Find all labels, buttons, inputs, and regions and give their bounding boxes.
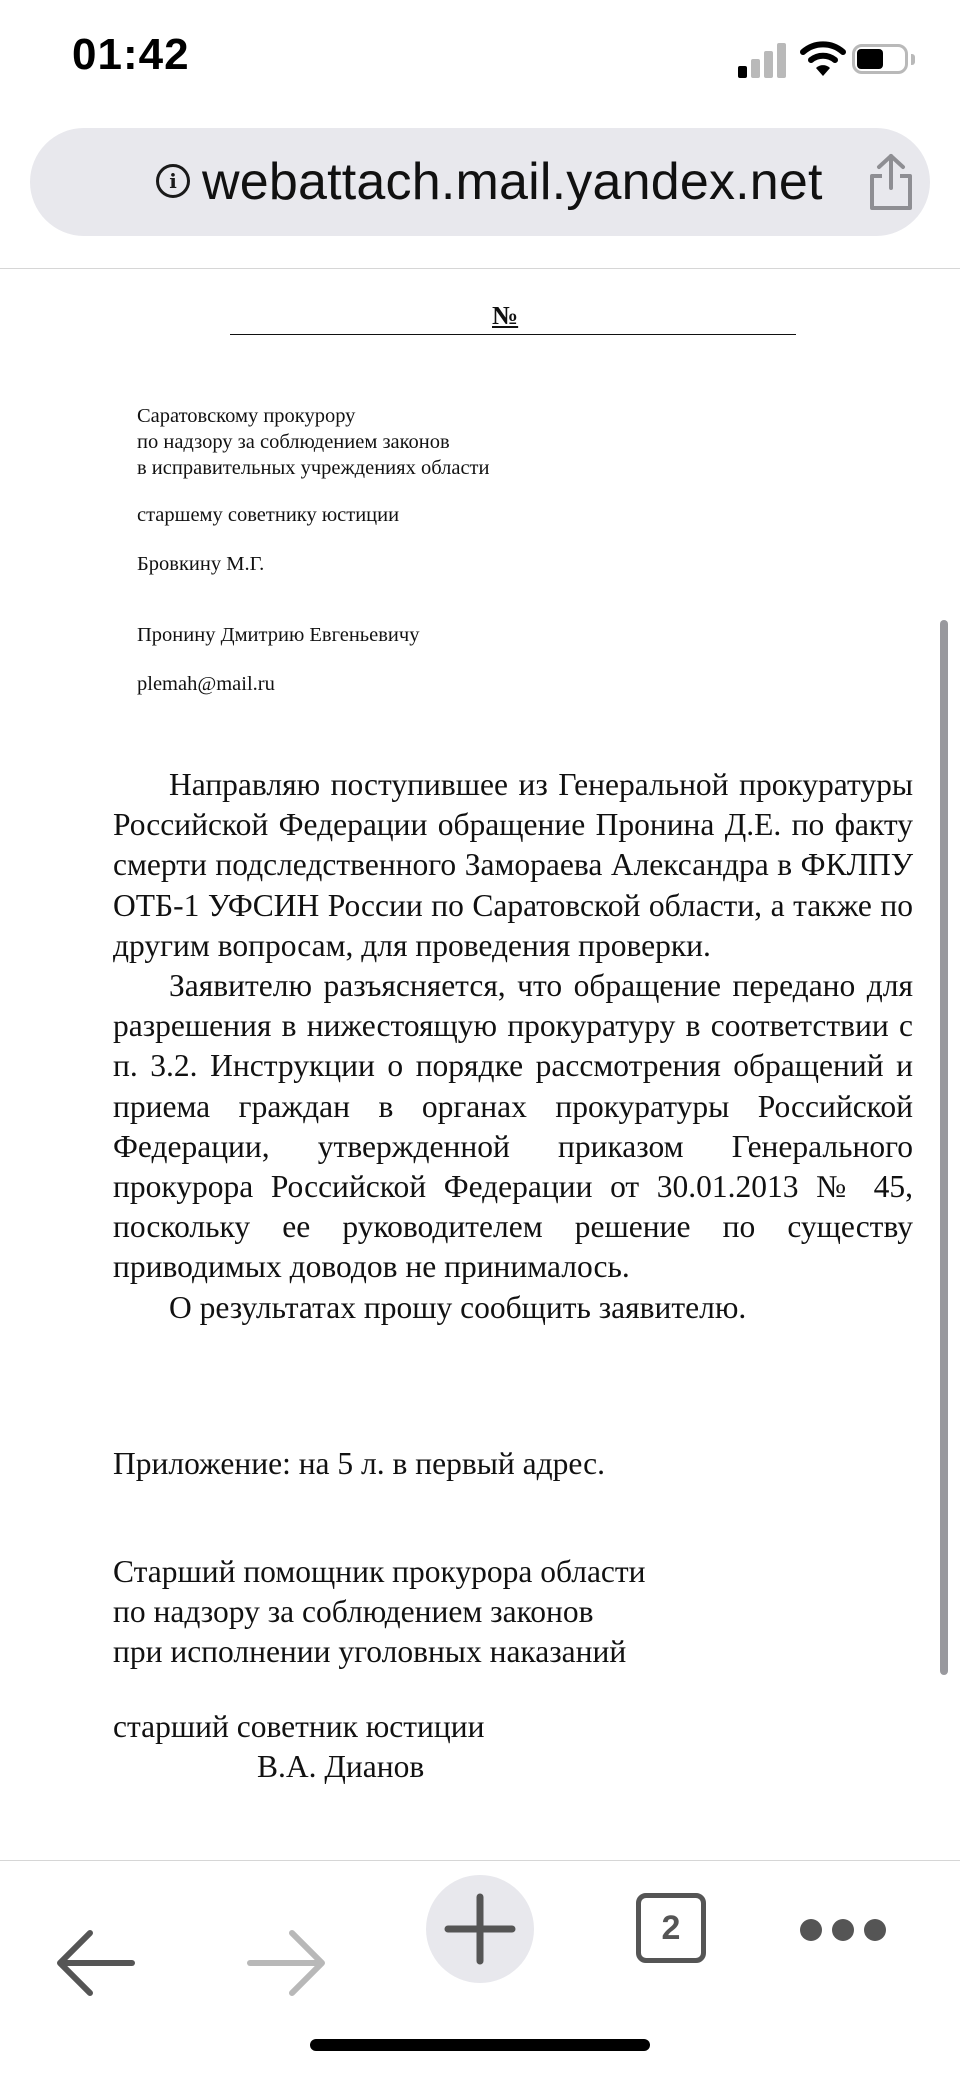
paragraph: Заявителю разъясняется, что обращение передано для разрешения в нижестоящую прокуратуру в соответствии с п. 3.2. Инструкции о порядке рассмотрения обращений и приема граждан в органах прокуратуры Российской Федерации, утвержденной приказом Генерального прокурора Российской Федерации от 30.01.2013 № 45, поскольку ее руководителем решение по существу приводимых доводов не принималось. bbox=[113, 968, 913, 1285]
scrollbar[interactable] bbox=[940, 620, 948, 1675]
recipient-name: Бровкину М.Г. bbox=[137, 553, 265, 575]
recipient-rank: старшему советнику юстиции bbox=[137, 504, 400, 526]
recipient-line: Саратовскому прокурору bbox=[137, 405, 356, 427]
more-button[interactable] bbox=[800, 1919, 886, 1943]
applicant-email: plemah@mail.ru bbox=[137, 673, 275, 695]
arrow-right-icon bbox=[244, 1925, 328, 2001]
number-sign: № bbox=[492, 301, 519, 330]
dot-icon bbox=[832, 1919, 854, 1941]
letter-body bbox=[113, 765, 913, 1328]
forward-button[interactable] bbox=[244, 1925, 328, 2001]
status-time: 01:42 bbox=[72, 30, 190, 79]
signature-line: при исполнении уголовных наказаний bbox=[113, 1634, 627, 1669]
address-bar[interactable] bbox=[30, 128, 930, 236]
document-view bbox=[0, 269, 960, 1859]
signer-name: В.А. Дианов bbox=[257, 1749, 425, 1784]
back-button[interactable] bbox=[54, 1925, 138, 2001]
home-indicator[interactable] bbox=[310, 2039, 650, 2051]
recipient-line: в исправительных учреждениях области bbox=[137, 457, 490, 479]
paragraph: О результатах прошу сообщить заявителю. bbox=[169, 1289, 747, 1325]
attachment-note: Приложение: на 5 л. в первый адрес. bbox=[113, 1446, 605, 1481]
applicant-name: Пронину Дмитрию Евгеньевичу bbox=[137, 624, 420, 646]
arrow-left-icon bbox=[54, 1925, 138, 2001]
recipient-line: по надзору за соблюдением законов bbox=[137, 431, 450, 453]
cellular-signal-icon bbox=[738, 42, 790, 78]
status-bar bbox=[0, 0, 960, 120]
new-tab-button[interactable] bbox=[426, 1875, 534, 1983]
signature-line: Старший помощник прокурора области bbox=[113, 1554, 646, 1589]
url-text[interactable]: webattach.mail.yandex.net bbox=[202, 153, 823, 211]
wifi-icon bbox=[800, 38, 846, 78]
document-number-line bbox=[230, 301, 796, 335]
info-icon[interactable]: i bbox=[156, 164, 190, 198]
share-icon[interactable] bbox=[864, 152, 918, 212]
bottom-toolbar bbox=[0, 1861, 960, 2079]
tabs-button[interactable]: 2 bbox=[636, 1893, 706, 1963]
plus-icon bbox=[426, 1875, 534, 1983]
dot-icon bbox=[800, 1919, 822, 1941]
battery-icon bbox=[852, 44, 918, 76]
paragraph: Направляю поступившее из Генеральной прокуратуры Российской Федерации обращение Пронина Д.Е. по факту смерти подследственного Замораева Александра в ФКЛПУ ОТБ-1 УФСИН России по Саратовской области, а также по другим вопросам, для проведения проверки. bbox=[113, 767, 913, 963]
signer-rank: старший советник юстиции bbox=[113, 1709, 485, 1744]
signature-line: по надзору за соблюдением законов bbox=[113, 1594, 594, 1629]
dot-icon bbox=[864, 1919, 886, 1941]
